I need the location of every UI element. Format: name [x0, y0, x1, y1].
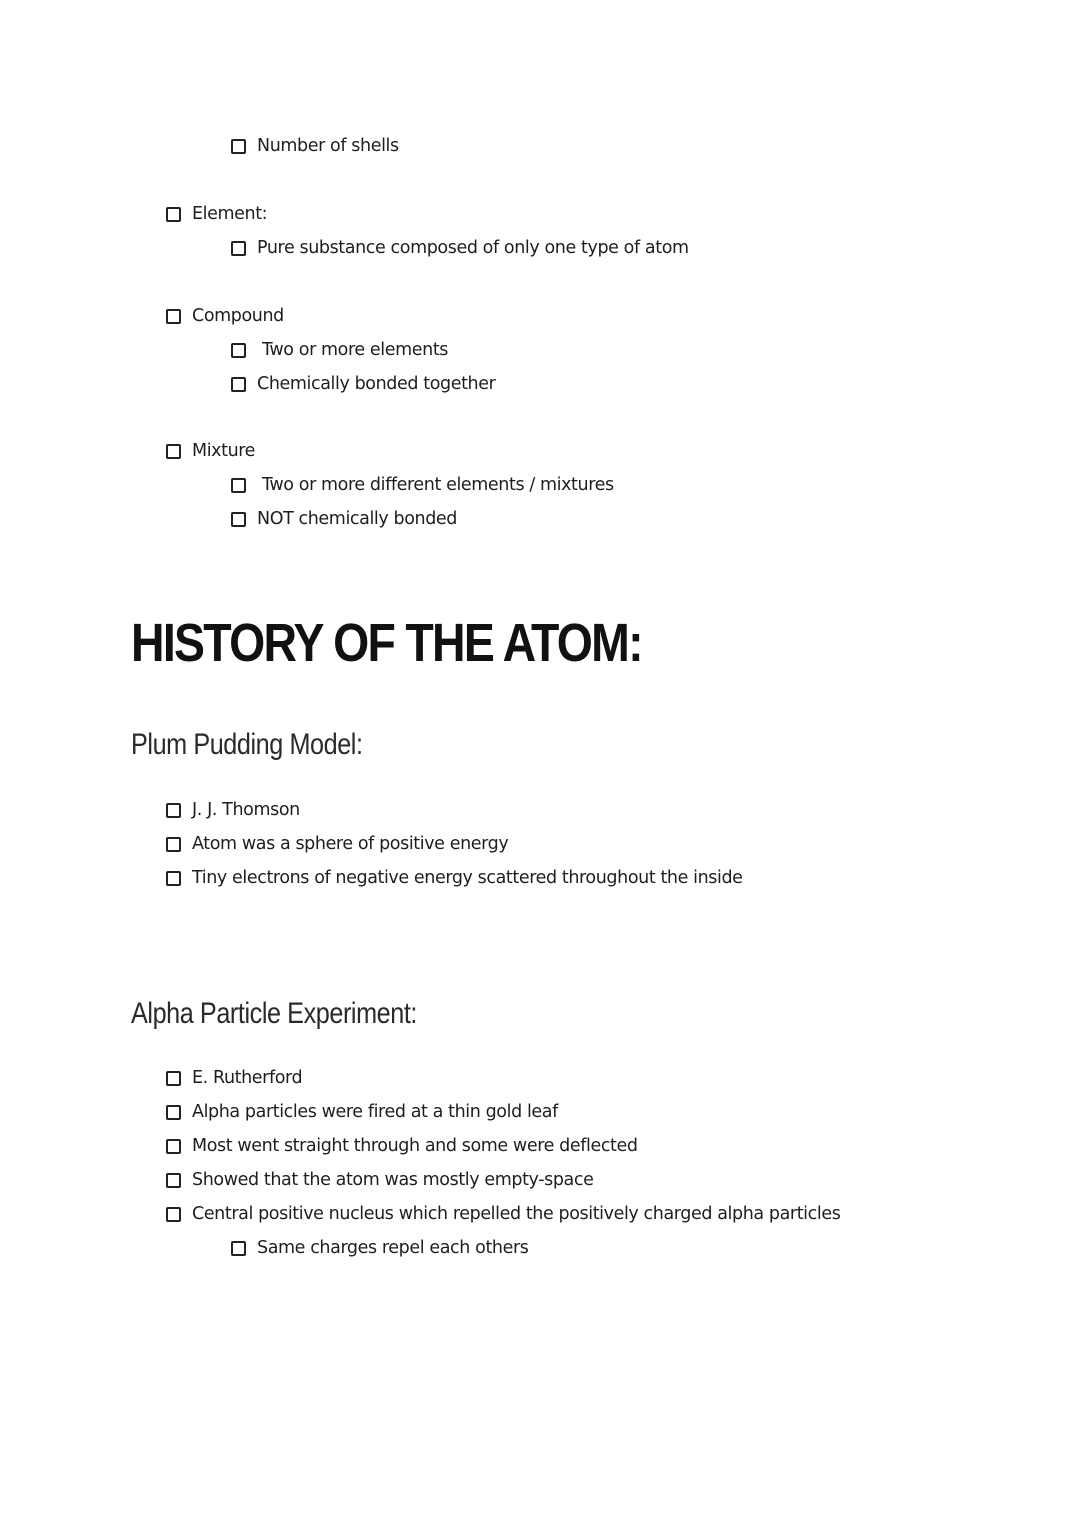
checkbox[interactable]: [166, 1173, 181, 1188]
checklist-item-label: Number of shells: [257, 136, 399, 156]
checklist-subitem[interactable]: [231, 471, 614, 499]
checkbox[interactable]: [231, 377, 246, 392]
checklist-item-label: Pure substance composed of only one type of atom: [257, 238, 689, 258]
checklist-item-label: Compound: [192, 306, 284, 326]
checkbox[interactable]: [231, 512, 246, 527]
checklist-item-label: Same charges repel each others: [257, 1238, 529, 1258]
checkbox[interactable]: [166, 1105, 181, 1120]
checklist-item-element[interactable]: [166, 200, 267, 228]
checkbox[interactable]: [166, 444, 181, 459]
checklist-item-label: E. Rutherford: [192, 1068, 303, 1088]
checklist-item[interactable]: [166, 1064, 302, 1092]
checkbox[interactable]: [231, 1241, 246, 1256]
checkbox[interactable]: [166, 803, 181, 818]
checklist-item[interactable]: [166, 796, 300, 824]
checklist-item-label: Central positive nucleus which repelled the positively charged alpha particles: [192, 1204, 841, 1224]
checklist-item-label: Two or more elements: [262, 340, 449, 360]
checklist-subitem[interactable]: [231, 505, 457, 533]
checklist-subitem[interactable]: [231, 336, 448, 364]
checklist-item-label: Chemically bonded together: [257, 374, 496, 394]
checkbox[interactable]: [231, 478, 246, 493]
checkbox[interactable]: [166, 871, 181, 886]
checklist-item-label: Showed that the atom was mostly empty-space: [192, 1170, 594, 1190]
checklist-item-compound[interactable]: [166, 302, 284, 330]
checklist-subitem[interactable]: [231, 1234, 528, 1262]
checkbox[interactable]: [166, 837, 181, 852]
checklist-item-label: Element:: [192, 204, 268, 224]
checklist-item-label: Tiny electrons of negative energy scattered throughout the inside: [192, 868, 743, 888]
checklist-item-mixture[interactable]: [166, 437, 255, 465]
checklist-item[interactable]: [166, 1098, 558, 1126]
checkbox[interactable]: [166, 309, 181, 324]
checkbox[interactable]: [166, 207, 181, 222]
checklist-item-label: Atom was a sphere of positive energy: [192, 834, 509, 854]
checklist-item[interactable]: [166, 1132, 638, 1160]
checkbox[interactable]: [231, 241, 246, 256]
checklist-item-label: Alpha particles were fired at a thin gold leaf: [192, 1102, 558, 1122]
section-heading-alpha-particle: Alpha Particle Experiment:: [131, 997, 418, 1030]
checkbox[interactable]: [166, 1139, 181, 1154]
checklist-item-label: Mixture: [192, 441, 256, 461]
checkbox[interactable]: [231, 139, 246, 154]
checklist-item[interactable]: [166, 1200, 840, 1228]
checkbox[interactable]: [166, 1207, 181, 1222]
checklist-item[interactable]: [166, 864, 743, 892]
checklist-item-label: Most went straight through and some were deflected: [192, 1136, 638, 1156]
checklist-subitem[interactable]: [231, 370, 495, 398]
checklist-item-number-of-shells[interactable]: [231, 132, 399, 160]
checklist-item-label: NOT chemically bonded: [257, 509, 457, 529]
page-title: HISTORY OF THE ATOM:: [131, 613, 642, 673]
checkbox[interactable]: [231, 343, 246, 358]
checklist-subitem[interactable]: [231, 234, 689, 262]
checklist-item[interactable]: [166, 1166, 593, 1194]
section-heading-plum-pudding: Plum Pudding Model:: [131, 728, 363, 761]
checklist-item[interactable]: [166, 830, 508, 858]
checkbox[interactable]: [166, 1071, 181, 1086]
checklist-item-label: J. J. Thomson: [192, 800, 300, 820]
checklist-item-label: Two or more different elements / mixtures: [262, 475, 614, 495]
